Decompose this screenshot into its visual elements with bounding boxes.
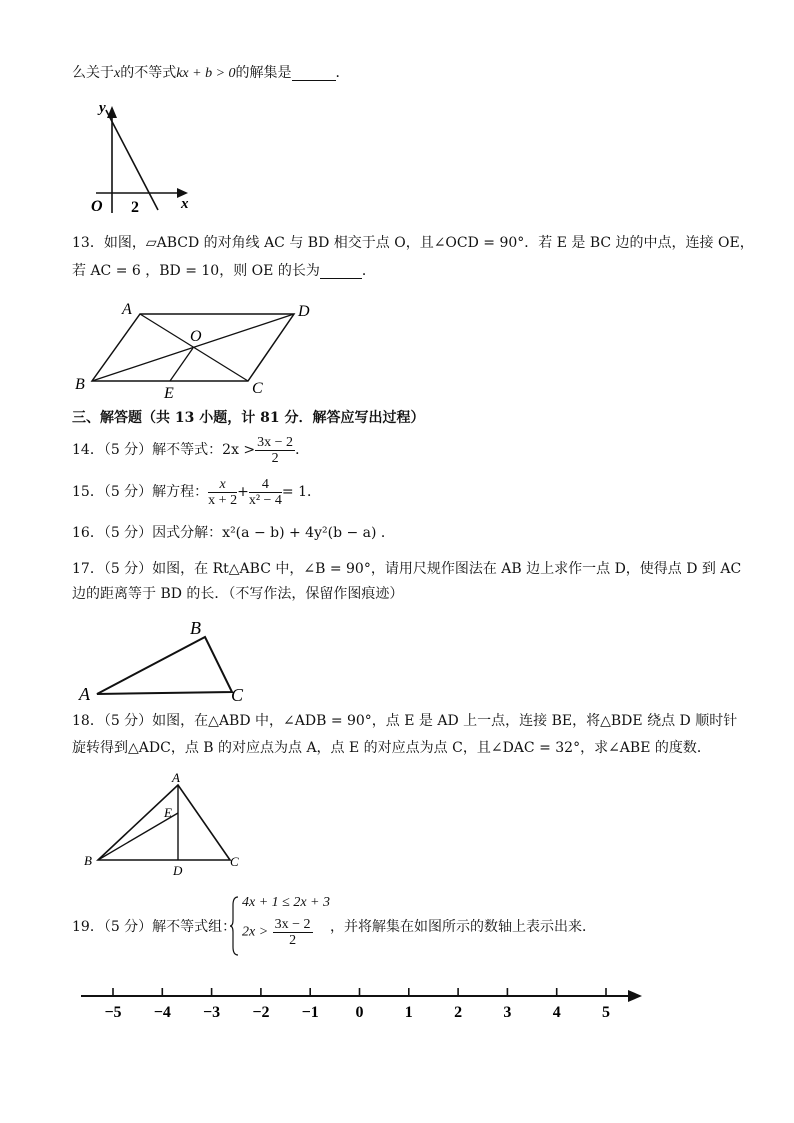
q19-row2 [242,917,313,948]
q13-answer-blank[interactable] [320,264,362,279]
number-line-tick-label: −1 [301,1004,319,1021]
q15-f2-num: 4 [249,477,282,493]
q15-prefix: 15．（5 分）解方程： [72,484,209,500]
q12-suffix: 的解集是 [235,65,292,81]
q12-label-2: 2 [131,199,139,216]
q16: 16．（5 分）因式分解：x²(a − b) + 4y²(b − a) ． [72,525,395,541]
q18-label-d: D [173,863,183,878]
section3-title: 三、解答题（共 13 小题，计 81 分．解答应写出过程） [72,410,425,426]
q17-figure [75,612,265,707]
q18-line2: 旋转得到△ADC，点 B 的对应点为点 A，点 E 的对应点为点 C，且∠DAC = 32°，求∠ABE 的度数． [72,740,711,756]
q14-end: ． [295,442,310,458]
q13-end: ． [361,263,376,279]
q19-row2-fraction [273,917,313,948]
number-line-tick-label: 5 [602,1004,610,1021]
q17-label-c: C [231,685,244,705]
q12-answer-blank[interactable] [292,66,336,81]
q13-line1: 13．如图，▱ABCD 的对角线 AC 与 BD 相交于点 O，且∠OCD = 90°．若 E 是 BC 边的中点，连接 OE， [72,235,754,251]
q14-num: 3x − 2 [257,434,294,450]
q13-line2-text: 若 AC = 6 ，BD = 10，则 OE 的长为 [72,263,320,279]
q14-den: 2 [271,450,279,466]
q15 [72,472,321,512]
q13-label-a: A [122,301,132,318]
number-line [76,983,646,1028]
q15-f1-den: x + 2 [208,492,238,508]
q14 [72,431,309,469]
q15-fraction2 [249,477,282,508]
number-line-tick-label: 4 [552,1004,561,1021]
q18-label-e: E [164,805,172,820]
q15-f1-num: x [208,477,237,493]
q12-text [72,63,350,84]
q13-diagonal-bd [92,314,294,381]
q17-line1: 17．（5 分）如图，在 Rt△ABC 中，∠B = 90°，请用尺规作图法在 AB 边上求作一点 D，使得点 D 到 AC [72,561,742,577]
q13-label-o: O [190,328,202,345]
q17-label-a: A [79,684,90,704]
q14-fraction [255,435,295,466]
q19-brace [230,895,240,957]
q17-label-b: B [190,618,201,638]
q12-label-origin: O [91,198,103,215]
number-line-tick-label: −5 [104,1004,122,1021]
q15-fraction1 [208,477,237,508]
q13-line2 [72,261,376,281]
q19-row1: 4x + 1 ≤ 2x + 3 [242,895,331,910]
q12-prefix: 么关于 [72,65,114,81]
q13-label-d: D [298,303,310,320]
q12-var: x [114,66,121,81]
q18-label-c: C [230,854,239,869]
q15-f2-den: x² − 4 [248,492,282,508]
q19-prefix: 19．（5 分）解不等式组： [72,919,237,935]
q12-mid: 的不等式 [120,65,177,81]
q18-label-b: B [84,853,92,868]
q12-ineq: kx + b > 0 [176,66,236,81]
q12-graph [76,98,196,218]
number-line-tick-label: 1 [404,1004,413,1021]
q12-end: ． [335,65,350,81]
q19-suffix: ，并将解集在如图所示的数轴上表示出来． [330,919,596,935]
number-line-tick-label: 0 [355,1004,364,1021]
q13-segment-oe [170,348,193,381]
q13-label-b: B [75,376,85,393]
q18-segment-be [98,813,178,860]
q12-label-x: x [181,196,189,212]
q19-row2-prefix: 2x > [242,924,269,940]
q13-label-c: C [252,380,263,397]
q14-prefix: 14．（5 分）解不等式：2x > [72,442,256,458]
q17-triangle [97,637,232,694]
q13-label-e: E [164,385,174,401]
number-line-tick-label: −4 [153,1004,171,1021]
number-line-tick-label: 2 [454,1004,463,1021]
q12-label-y: y [99,100,106,116]
number-line-tick-label: −2 [252,1004,270,1021]
number-line-tick-label: −3 [203,1004,221,1021]
q17-line2: 边的距离等于 BD 的长．（不写作法，保留作图痕迹） [72,586,404,602]
q18-line1: 18．（5 分）如图，在△ABD 中，∠ADB = 90°，点 E 是 AD 上一点，连接 BE，将△BDE 绕点 D 顺时针 [72,713,738,729]
q19-row2-den: 2 [289,933,297,948]
q13-figure [72,296,332,401]
q18-figure [78,765,248,880]
q15-plus: + [237,484,249,500]
q19-row2-num: 3x − 2 [274,917,311,932]
q18-label-a: A [172,770,180,785]
q12-line [106,110,158,210]
number-line-arrow [628,990,642,1002]
number-line-tick-label: 3 [503,1004,512,1021]
q15-end: = 1． [281,484,321,500]
